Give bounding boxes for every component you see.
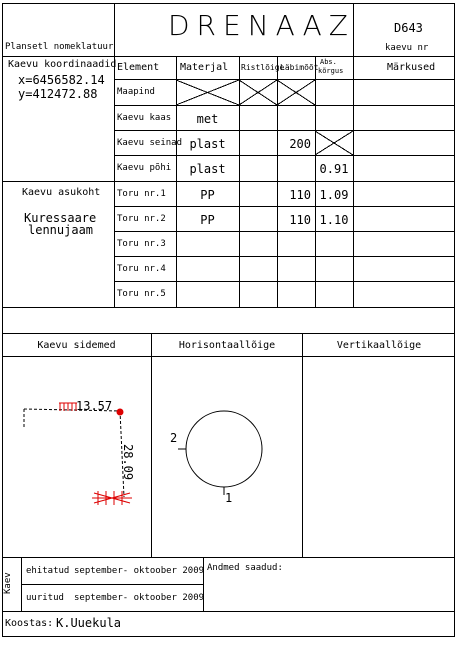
section-horizontal: Horisontaallõige bbox=[178, 340, 276, 351]
section-connections: Kaevu sidemed bbox=[37, 340, 116, 351]
built-label: ehitatud bbox=[26, 566, 70, 576]
author-name: K.Uuekula bbox=[56, 616, 122, 630]
row-element: Toru nr.1 bbox=[117, 189, 166, 199]
section-vertical: Vertikaallõige bbox=[336, 340, 422, 351]
row-material: plast bbox=[189, 136, 226, 151]
header-notes: Märkused bbox=[387, 62, 436, 73]
surveyed-label: uuritud bbox=[26, 593, 64, 603]
data-source-label: Andmed saadud: bbox=[207, 563, 283, 573]
row-diameter: 110 bbox=[289, 187, 311, 202]
location-line1: Kuressaare bbox=[24, 211, 97, 225]
row-abs-height: 1.09 bbox=[319, 187, 349, 202]
plan-label: Plansetl nomeklatuur bbox=[5, 42, 114, 52]
header-abs-2: kõrgus bbox=[318, 67, 344, 75]
row-abs-height: 1.10 bbox=[319, 212, 349, 227]
row-material: PP bbox=[200, 187, 215, 202]
row-element: Toru nr.4 bbox=[117, 264, 166, 274]
row-element: Toru nr.2 bbox=[117, 214, 166, 224]
header-cross-section: Ristlõige bbox=[241, 63, 285, 72]
row-material: plast bbox=[189, 161, 226, 176]
dimension-13-57: 13.57 bbox=[76, 399, 113, 413]
author-label: Koostas: bbox=[5, 618, 54, 629]
row-element: Kaevu kaas bbox=[117, 113, 172, 123]
header-element: Element bbox=[117, 62, 160, 73]
row-diameter: 110 bbox=[289, 212, 311, 227]
row-diameter: 200 bbox=[289, 136, 311, 151]
well-code-label: kaevu nr bbox=[385, 43, 429, 53]
row-element: Toru nr.3 bbox=[117, 239, 166, 249]
header-abs-1: Abs. bbox=[320, 58, 337, 66]
location-line2: lennujaam bbox=[28, 223, 94, 237]
well-code: D643 bbox=[394, 21, 423, 35]
pipe-label-2: 2 bbox=[170, 431, 178, 445]
coord-y: y=412472.88 bbox=[18, 87, 98, 101]
coords-label: Kaevu koordinaadid bbox=[8, 59, 117, 70]
location-label: Kaevu asukoht bbox=[22, 187, 101, 198]
header-material: Materjal bbox=[180, 62, 229, 73]
built-date: september- oktoober 2009 bbox=[74, 566, 205, 576]
surveyed-date: september- oktoober 2009 bbox=[74, 593, 205, 603]
horizontal-section-sketch bbox=[152, 357, 302, 557]
pipe-label-1: 1 bbox=[225, 491, 233, 505]
footer-well-label: Kaev bbox=[3, 572, 13, 594]
row-material: met bbox=[196, 111, 219, 126]
document-title: DRENAAZ bbox=[168, 9, 355, 42]
dimension-28-09: 28.09 bbox=[121, 444, 135, 481]
row-element: Kaevu põhi bbox=[117, 163, 172, 173]
row-element: Kaevu seinad bbox=[117, 138, 183, 148]
row-element: Toru nr.5 bbox=[117, 289, 166, 299]
row-element: Maapind bbox=[117, 87, 155, 97]
header-diameter: Läbimõõt bbox=[280, 63, 319, 72]
row-material: PP bbox=[200, 212, 215, 227]
coord-x: x=6456582.14 bbox=[18, 73, 105, 87]
row-abs-height: 0.91 bbox=[319, 161, 349, 176]
